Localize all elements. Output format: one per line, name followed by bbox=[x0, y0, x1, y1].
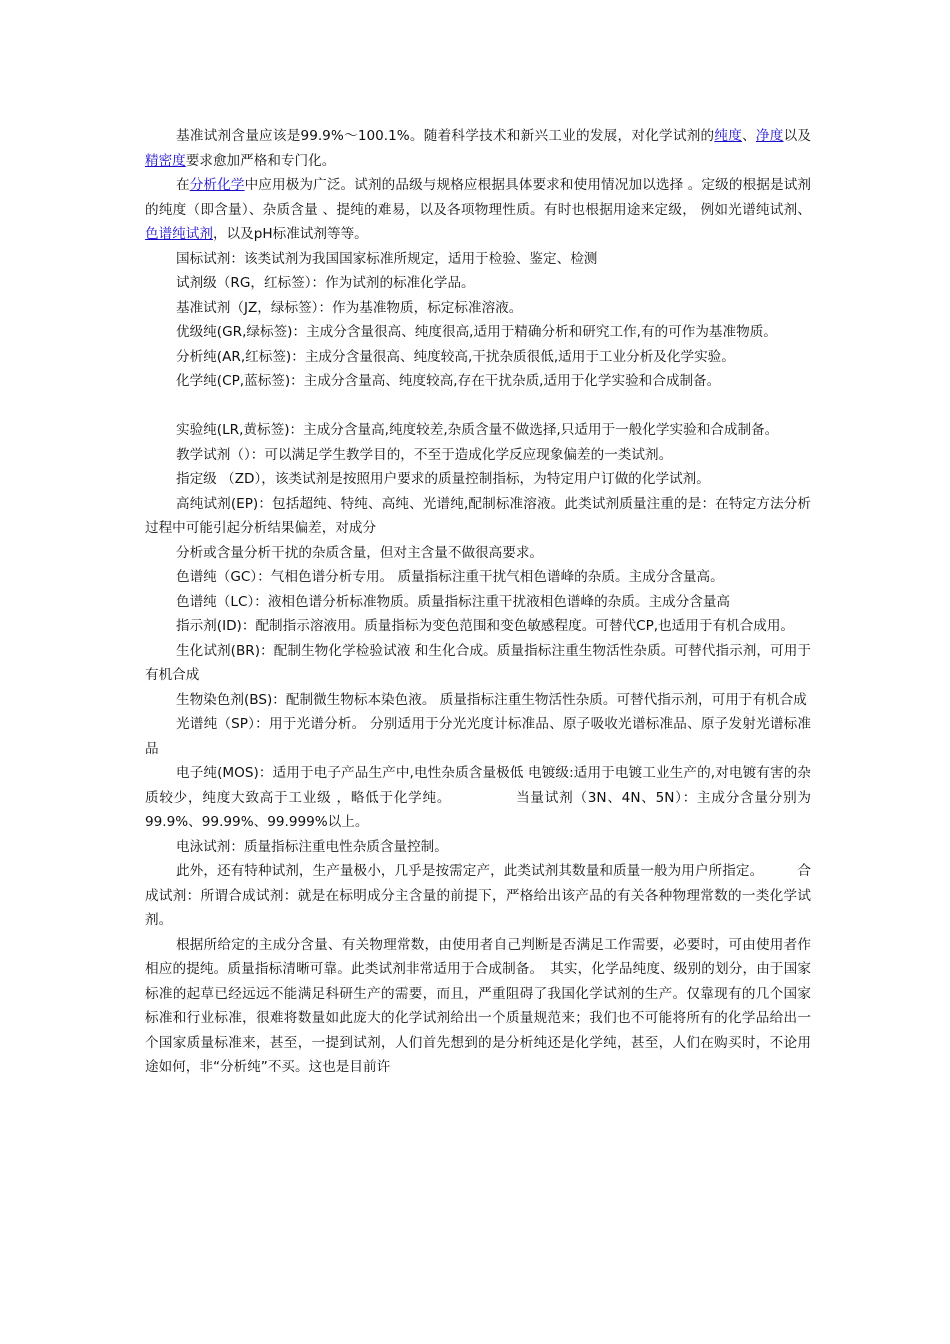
document-body bbox=[145, 124, 811, 1080]
paragraph bbox=[145, 933, 811, 1080]
paragraph bbox=[145, 639, 811, 688]
paragraph-text: 化学纯(CP,蓝标签)：主成分含量高、纯度较高,存在干扰杂质,适用于化学实验和合成制备。 bbox=[176, 373, 721, 389]
paragraph-text: 高纯试剂(EP)：包括超纯、特纯、高纯、光谱纯,配制标准溶液。此类试剂质量注重的是：在特定方法分析过程中可能引起分析结果偏差，对成分 bbox=[145, 495, 811, 536]
paragraph-text: 、 bbox=[742, 128, 756, 144]
paragraph bbox=[145, 320, 811, 345]
paragraph-text: 试剂级（RG，红标签）：作为试剂的标准化学品。 bbox=[176, 275, 475, 291]
term-link[interactable]: 纯度 bbox=[714, 128, 743, 144]
paragraph bbox=[145, 369, 811, 394]
paragraph-text: 在 bbox=[176, 177, 190, 193]
paragraph bbox=[145, 761, 811, 835]
paragraph-text: 中应用极为广泛。试剂的品级与规格应根据具体要求和使用情况加以选择 。定级的根据是试剂的纯度（即含量）、杂质含量 、提纯的难易，以及各项物理性质。有时也根据用途来定级， 例如光谱纯试剂、 bbox=[145, 177, 812, 218]
paragraph-text: 电子纯(MOS)：适用于电子产品生产中,电性杂质含量极低 电镀级:适用于电镀工业生产的,对电镀有害的杂质较少，纯度大致高于工业级 ，略低于化学纯。 当量试剂（3N、4N、5N）：主成分含量分别为99.9%、99.99%、99.999%以上。 bbox=[145, 765, 811, 830]
paragraph-text: 光谱纯（SP）：用于光谱分析。 分别适用于分光光度计标准品、原子吸收光谱标准品、原子发射光谱标准品 bbox=[145, 716, 811, 757]
paragraph-text: 指定级 （ZD），该类试剂是按照用户要求的质量控制指标，为特定用户订做的化学试剂。 bbox=[176, 471, 710, 487]
blank-line bbox=[145, 394, 811, 419]
paragraph bbox=[145, 467, 811, 492]
paragraph bbox=[145, 614, 811, 639]
paragraph bbox=[145, 565, 811, 590]
paragraph bbox=[145, 712, 811, 761]
paragraph bbox=[145, 124, 811, 173]
paragraph bbox=[145, 492, 811, 541]
paragraph bbox=[145, 590, 811, 615]
paragraph-text: 色谱纯（LC）：液相色谱分析标准物质。质量指标注重干扰液相色谱峰的杂质。主成分含量高 bbox=[176, 593, 731, 610]
term-link[interactable]: 净度 bbox=[755, 128, 784, 144]
paragraph bbox=[145, 859, 811, 933]
paragraph bbox=[145, 541, 811, 566]
paragraph-text: 基准试剂含量应该是99.9%～100.1%。随着科学技术和新兴工业的发展，对化学试剂的 bbox=[176, 128, 715, 144]
paragraph-text: 以及 bbox=[783, 128, 812, 144]
paragraph-text: ，以及pH标准试剂等等。 bbox=[212, 226, 368, 242]
paragraph-text: 电泳试剂：质量指标注重电性杂质含量控制。 bbox=[176, 838, 448, 855]
term-link[interactable]: 分析化学 bbox=[189, 177, 245, 193]
paragraph bbox=[145, 418, 811, 443]
paragraph-text: 优级纯(GR,绿标签)：主成分含量很高、纯度很高,适用于精确分析和研究工作,有的可作为基准物质。 bbox=[176, 324, 777, 340]
paragraph bbox=[145, 688, 811, 713]
paragraph bbox=[145, 173, 811, 247]
paragraph-text: 分析纯(AR,红标签)：主成分含量很高、纯度较高,干扰杂质很低,适用于工业分析及化学实验。 bbox=[176, 348, 735, 365]
term-link[interactable]: 色谱纯试剂 bbox=[145, 226, 213, 242]
paragraph-text: 生化试剂(BR)：配制生物化学检验试液 和生化合成。质量指标注重生物活性杂质。可替代指示剂，可用于有机合成 bbox=[145, 642, 811, 683]
paragraph-text: 色谱纯（GC）：气相色谱分析专用。 质量指标注重干扰气相色谱峰的杂质。主成分含量高。 bbox=[176, 569, 724, 585]
paragraph bbox=[145, 443, 811, 468]
paragraph-text: 国标试剂：该类试剂为我国国家标准所规定，适用于检验、鉴定、检测 bbox=[176, 250, 598, 267]
paragraph-text: 分析或含量分析干扰的杂质含量，但对主含量不做很高要求。 bbox=[176, 544, 544, 561]
paragraph-text: 生物染色剂(BS)：配制微生物标本染色液。 质量指标注重生物活性杂质。可替代指示剂，可用于有机合成 bbox=[176, 691, 807, 708]
paragraph-text: 根据所给定的主成分含量、有关物理常数，由使用者自己判断是否满足工作需要，必要时，可由使用者作相应的提纯。质量指标清晰可靠。此类试剂非常适用于合成制备。 其实，化学品纯度、级别的划分，由于国家标准的起草已经远远不能满足科研生产的需要，而且，严重阻碍了我国化学试剂的生产。仅靠现有的几个国家标准和行业标准，很难将数量如此庞大的化学试剂给出一个质量规范来；我们也不可能将所有的化学品给出一个国家质量标准来，甚至，一提到试剂，人们首先想到的是分析纯还是化学纯，甚至，人们在购买时，不论用途如何，非“分析纯”不买。这也是目前许 bbox=[145, 936, 811, 1075]
term-link[interactable]: 精密度 bbox=[145, 152, 186, 169]
paragraph-text: 要求愈加严格和专门化。 bbox=[185, 152, 336, 169]
paragraph-text: 指示剂(ID)：配制指示溶液用。质量指标为变色范围和变色敏感程度。可替代CP,也适用于有机合成用。 bbox=[176, 618, 795, 634]
paragraph-text: 教学试剂（）：可以满足学生教学目的，不至于造成化学反应现象偏差的一类试剂。 bbox=[176, 446, 673, 463]
paragraph bbox=[145, 271, 811, 296]
paragraph bbox=[145, 247, 811, 272]
paragraph bbox=[145, 835, 811, 860]
paragraph-text: 此外，还有特种试剂，生产量极小，几乎是按需定产，此类试剂其数量和质量一般为用户所指定。 合成试剂：所谓合成试剂：就是在标明成分主含量的前提下，严格给出该产品的有关各种物理常数的一类化学试剂。 bbox=[145, 863, 811, 928]
paragraph-text: 实验纯(LR,黄标签)：主成分含量高,纯度较差,杂质含量不做选择,只适用于一般化学实验和合成制备。 bbox=[176, 422, 779, 438]
paragraph bbox=[145, 296, 811, 321]
paragraph bbox=[145, 345, 811, 370]
paragraph-text: 基准试剂（JZ，绿标签）：作为基准物质，标定标准溶液。 bbox=[176, 299, 523, 316]
